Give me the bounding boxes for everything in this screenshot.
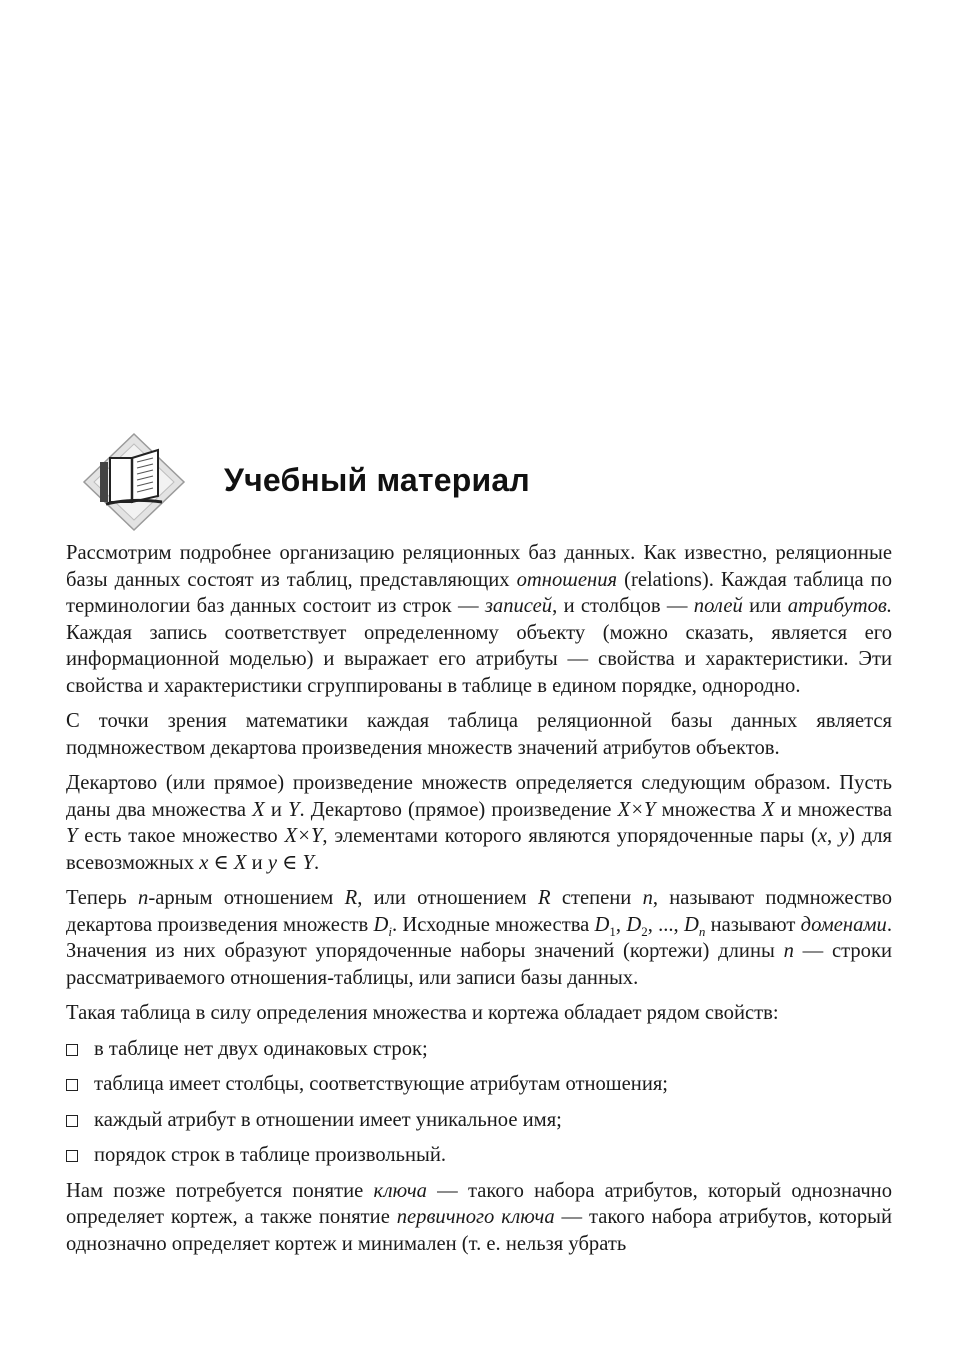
p6-text-2: — такого набора атрибутов, который однозначно определяет кортеж, а также понятие <box>66 1179 893 1228</box>
p3-end: . <box>313 851 320 874</box>
p1-text-3: , и столбцов — <box>552 595 694 617</box>
checkbox-bullet-icon <box>66 1044 78 1056</box>
var-x: x <box>817 825 827 847</box>
p4-text-9: — строки рассматриваемого отношения-таблицы, или записи базы данных. <box>66 940 892 989</box>
var-x-set: X <box>233 851 247 874</box>
list-item-text: в таблице нет двух одинаковых строк; <box>94 1037 428 1060</box>
term-fields: полей <box>693 595 743 617</box>
p3-text-3: множества <box>655 798 762 821</box>
p3-in: ∈ <box>276 851 303 874</box>
page-title: Учебный материал <box>224 462 530 498</box>
sub-1: 1 <box>609 923 616 939</box>
p4-text-6: . Исходные множества <box>392 913 595 936</box>
p1-text-4: или <box>742 595 788 617</box>
var-xy-product: X×Y <box>284 825 323 847</box>
p4-text-7: называют <box>705 913 801 936</box>
var-x: x <box>199 851 209 874</box>
term-primary-key: первичного ключа <box>396 1206 555 1228</box>
var-r: R <box>344 887 358 909</box>
p4-text-4: степени <box>550 887 643 909</box>
p4-sep: , <box>615 913 627 936</box>
body-text <box>66 540 892 1266</box>
var-y: y <box>267 851 277 874</box>
var-r: R <box>537 887 551 909</box>
term-relations: отношения <box>516 568 618 591</box>
p4-text-8: . Значения из них образуют упорядоченные наборы значений (кортежи) длины <box>66 913 892 962</box>
term-key: ключа <box>373 1179 427 1202</box>
p6-text-1: Нам позже потребуется понятие <box>66 1179 374 1202</box>
paragraph-1 <box>66 540 892 699</box>
paragraph-4 <box>66 885 892 991</box>
var-x-set: X <box>252 798 265 821</box>
term-records: записей <box>484 595 553 617</box>
book-icon <box>82 432 190 532</box>
p3-in: ∈ <box>208 851 234 874</box>
list-item <box>66 1071 892 1098</box>
p6-text-3: — такого набора атрибутов, который однозначно определяет кортеж и минимален (т. е. нельзя убрать <box>66 1206 893 1255</box>
p4-dots: , ..., <box>647 913 684 936</box>
term-attributes: атрибутов. <box>787 595 892 617</box>
p1-text-5: Каждая запись соответствует определенному объекту (можно сказать, является его информационной моделью) и выражает его атрибуты — свойства и характеристики. Эти свойства и характеристики сгруппированы в таблице в едином порядке, однородно. <box>66 621 892 697</box>
paragraph-3 <box>66 770 892 876</box>
var-d: D <box>594 913 610 936</box>
p3-text-6: , элементами которого являются упорядоченные пары ( <box>322 825 818 847</box>
list-item-text: таблица имеет столбцы, соответствующие атрибутам отношения; <box>94 1073 669 1095</box>
paragraph-6 <box>66 1178 892 1258</box>
p3-comma: , <box>826 825 839 847</box>
section-heading <box>82 432 902 532</box>
paragraph-2: С точки зрения математики каждая таблица реляционной базы данных является подмножеством декартова произведения множеств значений атрибутов объектов. <box>66 710 892 759</box>
checkbox-bullet-icon <box>66 1150 78 1162</box>
checkbox-bullet-icon <box>66 1079 78 1091</box>
var-d: D <box>683 913 699 936</box>
var-x-set: X <box>761 798 775 821</box>
p3-text-7: ) для всевозможных <box>66 825 893 874</box>
var-n: n <box>138 887 149 909</box>
p3-text-8: и <box>246 851 268 874</box>
var-y-set: Y <box>302 851 314 874</box>
p4-text-1: Теперь <box>66 887 139 909</box>
p4-text-3: , или отношением <box>357 887 538 909</box>
term-domains: доменами <box>800 913 887 936</box>
var-d: D <box>626 913 642 936</box>
sub-i: i <box>388 923 393 939</box>
var-y-set: Y <box>66 825 78 847</box>
paragraph-5: Такая таблица в силу определения множества и кортежа обладает рядом свойств: <box>66 1002 779 1024</box>
sub-n: n <box>698 923 706 939</box>
checkbox-bullet-icon <box>66 1115 78 1127</box>
var-xy-product: X×Y <box>617 798 656 821</box>
var-y: y <box>838 825 849 847</box>
p3-and: и <box>264 798 288 821</box>
p4-text-5: , называют подмножество декартова произведения множеств <box>66 887 893 936</box>
list-item-text: каждый атрибут в отношении имеет уникальное имя; <box>94 1108 562 1131</box>
p3-text-4: и множества <box>774 798 892 821</box>
p4-text-2: -арным отношением <box>148 887 345 909</box>
p3-text-2: . Декартово (прямое) произведение <box>299 798 618 821</box>
sub-2: 2 <box>641 923 648 939</box>
list-item <box>66 1036 892 1063</box>
p3-text-5: есть такое множество <box>77 825 285 847</box>
list-item-text: порядок строк в таблице произвольный. <box>94 1144 447 1166</box>
p3-text-1: Декартово (или прямое) произведение множеств определяется следующим образом. Пусть даны два множества <box>66 772 892 821</box>
var-d: D <box>373 913 389 936</box>
list-item <box>66 1107 892 1134</box>
property-list <box>66 1036 892 1169</box>
p1-text-1: Рассмотрим подробнее организацию реляционных баз данных. Как известно, реляционные базы данных состоят из таблиц, представляющих <box>66 542 892 591</box>
p1-text-2: (relations). Каждая таблица по терминологии баз данных состоит из строк — <box>66 568 892 617</box>
list-item <box>66 1142 892 1169</box>
var-n: n <box>642 887 653 909</box>
var-n: n <box>783 940 794 962</box>
var-y-set: Y <box>287 798 300 821</box>
